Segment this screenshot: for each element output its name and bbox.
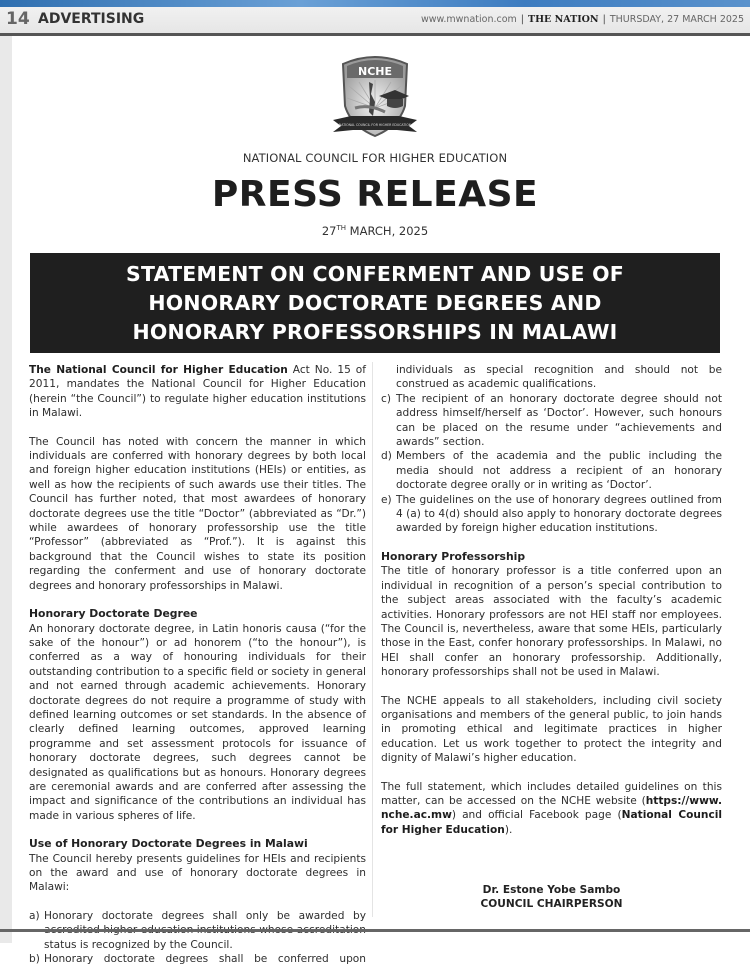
guideline-item [381,392,722,450]
item-text: The guidelines on the use of honorary degrees outlined from 4 (a) to 4(d) should also apply to honorary doctorate degrees awarded by foreign higher education institutions. [396,493,722,535]
item-marker: a) [29,909,40,922]
top-photo-strip [0,0,750,7]
page-number: 14 [6,9,30,29]
date-suffix: TH [336,224,347,233]
intro-paragraph [29,363,366,421]
organization-name: NATIONAL COUNCIL FOR HIGHER EDUCATION [242,151,508,165]
paper-name: THE NATION [528,14,599,25]
heading-honorary-doctorate: Honorary Doctorate Degree [29,607,198,621]
item-text: The recipient of an honorary doctorate degree should not address himself/herself as ‘Doctor’. However, such honours can be placed on the resume under “achievements and awards” section. [396,392,722,449]
section-label: ADVERTISING [38,11,145,27]
signatory-name: Dr. Estone Yobe Sambo [482,884,621,896]
release-date [0,224,750,238]
date-rest: MARCH, 2025 [346,224,429,238]
full-statement-text: ) and official Facebook page ( [451,809,622,822]
logo-ribbon-text: NATIONAL COUNCIL FOR HIGHER EDUCATION [338,123,412,127]
masthead [421,14,744,25]
appeal-paragraph: The NCHE appeals to all stakeholders, including civil society organisations and members of the general public, to join hands in promoting ethical and legitimate practices in higher education. Let us work together to protect the integrity and dignity of Malawi’s higher education. [381,694,722,765]
heading-honorary-professorship: Honorary Professorship [381,549,526,563]
issue-date: THURSDAY, 27 MARCH 2025 [609,14,744,25]
signature-block [381,883,722,911]
use-paragraph: The Council hereby presents guidelines for HEIs and recipients on the award and use of honorary doctorate degrees in Malawi: [29,852,366,894]
facebook-page-link[interactable]: National Council for Higher Education [381,809,722,836]
separator: | [602,14,606,25]
separator: | [520,14,524,25]
website-link[interactable]: www.mwnation.com [420,14,517,25]
bottom-rule [0,929,750,932]
left-column [29,363,366,966]
guideline-item [381,449,722,492]
nche-website-link[interactable]: https://www. nche.ac.mw [381,794,722,822]
guideline-item-continued: individuals as special recognition and should not be construed as academic qualifications. [396,364,722,391]
statement-banner [30,253,720,353]
press-release-title: PRESS RELEASE [211,174,539,215]
item-marker: d) [381,450,392,463]
nche-logo-icon [329,46,421,142]
guideline-item [381,493,722,536]
heading-use-in-malawi: Use of Honorary Doctorate Degrees in Malawi [29,837,308,851]
item-marker: b) [29,953,40,966]
full-statement-text: The full statement, which includes detailed guidelines on this matter, can be accessed on the NCHE website ( [381,780,722,807]
item-text: Honorary doctorate degrees shall be conferred upon [44,953,366,966]
date-day: 27 [321,224,337,238]
banner-line: HONORARY PROFESSORSHIPS IN MALAWI [132,319,618,344]
intro-bold: The National Council for Higher Education [29,364,288,376]
banner-line: STATEMENT ON CONFERMENT AND USE OF [126,261,624,286]
logo-text: NCHE [358,65,392,78]
professorship-paragraph: The title of honorary professor is a title conferred upon an individual in recognition of a person’s special contribution to the subject areas associated with the faculty’s academic activities. Honorary professors are not HEI staff nor employees. The Council is, nevertheless, aware that some HEIs, particularly those in the East, confer honorary professorships. In Malawi, no HEI shall confer an honorary professorship. Additionally, honorary professorships shall not be used in Malawi. [381,565,722,679]
doctorate-paragraph: An honorary doctorate degree, in Latin honoris causa (“for the sake of the honour”) or ad honorem (“to the honour”), is conferred as a way of honouring individuals for their outstanding contribution to a specific field or society in general and not earned through academic achievements. Honorary doctorate degrees do not require a programme of study with defined learning outcomes or set standards. In the absence of clearly defined learning outcomes, approved learning programme and set assessment protocols for issuance of honorary doctorate degrees, such degrees cannot be designated as qualifications but as honours. Honorary degrees are ceremonial awards and are conferred after assessing the impact and significance of the contributions an individual has made in various spheres of life. [29,622,366,822]
signatory-title: COUNCIL CHAIRPERSON [480,898,623,910]
right-column [381,363,722,851]
item-text: Members of the academia and the public including the media should not address a recipient of an honorary doctorate degree orally or in writing as ‘Doctor’. [396,450,722,492]
newspaper-header [0,7,750,36]
item-marker: e) [381,493,392,506]
intro-text: Act No. 15 of 2011, mandates the National Council for Higher Education (herein “the Council”) to regulate higher education institutions in Malawi. [29,364,366,420]
item-marker: c) [381,392,391,405]
full-statement-paragraph [381,780,722,838]
concern-paragraph: The Council has noted with concern the manner in which individuals are conferred with honorary degrees by both local and foreign higher education institutions (HEIs) or entities, as well as how the recipients of such awards use their titles. The Council has further noted, that most awardees of honorary doctorate degrees use the title “Doctor” (abbreviated as “Dr.”) while awardees of honorary professorship use the title “Professor” (abbreviated as “Prof.”). It is against this background that the Council wishes to state its position regarding the conferment and use of honorary doctorate degrees and honorary professorships in Malawi. [29,435,366,592]
guideline-item [29,952,366,966]
banner-line: HONORARY DOCTORATE DEGREES AND [148,290,602,315]
full-statement-text: ). [504,823,513,836]
item-text: Honorary doctorate degrees shall only be awarded by status is recognized by the Council. [44,909,366,951]
column-divider [372,362,373,917]
